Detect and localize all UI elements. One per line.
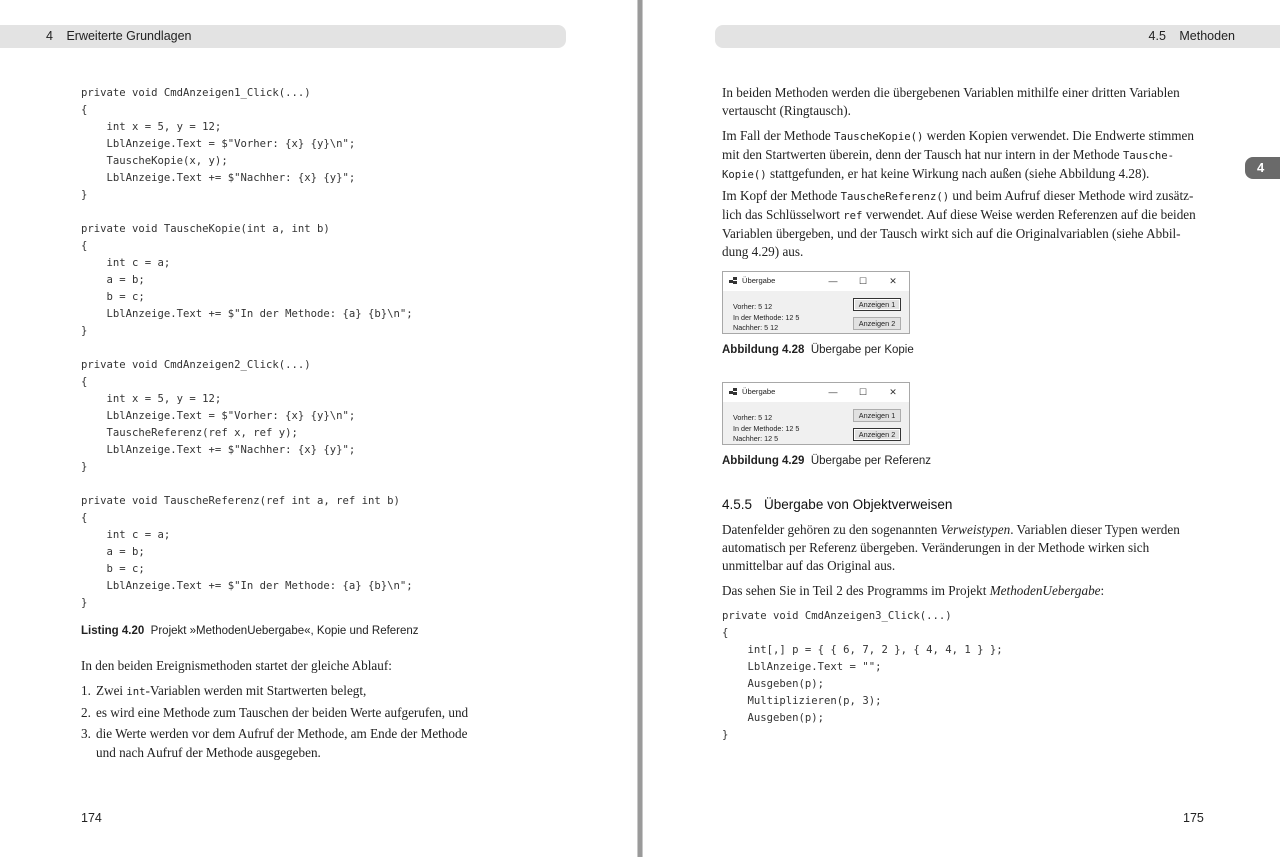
code-line: LblAnzeige.Text += $"In der Methode: {a} {b}\n"; [81,580,413,592]
window-uebergabe-referenz [722,382,910,445]
paragraph-1: In beiden Methoden werden die übergebenen Variablen mithilfe einer dritten Variablen vertauscht (Ringtausch). [722,85,1180,118]
right-page [642,0,1280,857]
maximize-icon[interactable]: ☐ [858,276,868,286]
paragraph-5: Das sehen Sie in Teil 2 des Programms im Projekt MethodenUebergabe: [722,583,1105,598]
minimize-icon[interactable]: — [828,276,838,286]
code-line: } [81,461,88,473]
code-line: b = c; [81,291,145,303]
paragraph-2: Im Fall der Methode TauscheKopie() werden Kopien verwendet. Die Endwerte stimmen mit den Startwerten überein, denn der Tausch hat nur intern in der Methode Tausche- Kopie() stattgefunden, er hat keine Wirkung nach außen (siehe Abbildung 4.28). [722,128,1194,181]
code-line: b = c; [81,563,145,575]
code-line: int[,] p = { { 6, 7, 2 }, { 4, 4, 1 } }; [722,644,1003,656]
listing-caption-text: Projekt »MethodenUebergabe«, Kopie und Referenz [150,625,419,637]
code-line: Multiplizieren(p, 3); [722,695,882,707]
close-icon[interactable]: ✕ [889,276,897,286]
code-line: int x = 5, y = 12; [81,393,222,405]
window-uebergabe-kopie [722,271,910,334]
anzeigen-1-button[interactable]: Anzeigen 1 [853,409,901,422]
code-line: private void CmdAnzeigen2_Click(...) [81,359,311,371]
code-line: private void CmdAnzeigen3_Click(...) [722,610,952,622]
code-line: private void TauscheReferenz(ref int a, ref int b) [81,495,400,507]
listing-caption-label: Listing 4.20 [81,625,145,637]
code-line: LblAnzeige.Text = $"Vorher: {x} {y}\n"; [81,138,356,150]
code-line: TauscheReferenz(ref x, ref y); [81,427,298,439]
section-number: 4.5 [1148,29,1166,43]
code-line: Ausgeben(p); [722,712,825,724]
code-line: TauscheKopie(x, y); [81,155,228,167]
code-line: Ausgeben(p); [722,678,825,690]
code-line: LblAnzeige.Text += $"In der Methode: {a} {b}\n"; [81,308,413,320]
figure-caption-4-29: Abbildung 4.29 Übergabe per Referenz [722,455,931,467]
code-line: { [81,240,88,252]
chapter-title: Erweiterte Grundlagen [66,29,192,43]
paragraph-4: Datenfelder gehören zu den sogenannten Verweistypen. Variablen dieser Typen werden automatisch per Referenz übergeben. Veränderungen in der Methode wirken sich unmittelbar auf das Original aus. [722,522,1180,573]
code-line: int c = a; [81,529,171,541]
code-line: int x = 5, y = 12; [81,121,222,133]
code-line: } [81,325,88,337]
section-heading: 4.5.5 Übergabe von Objektverweisen [722,497,953,512]
left-page: 4 Erweiterte Grundlagen private void CmdAnzeigen1_Click(...) { int x = 5, y = 12; LblAnzeige.Text = $"Vorher: {x} {y}\n"; TauscheKopie(x, y); LblAnzeige.Text += $"Nachher: {x} {y}"; } private void TauscheKopie(int a, int b) { int c = a; a = b; b = c; LblAnzeige.Text += $"In der Methode: {a} {b}\n"; } private void CmdAnzeigen2_Click(...) { int x = 5, y = 12; LblAnzeige.Text = $"Vorher: {x} {y}\n"; TauscheReferenz(ref x, ref y); LblAnzeige.Text += $"Nachher: {x} {y}"; } private void TauscheReferenz(ref int a, ref int b) { int c = a; a = b; b = c; LblAnzeige.Text += $"In der Methode: {a} {b}\n"; } Listing 4.20 Projekt »MethodenUebergabe«, Kopie und Referenz In den beiden Ereignismethoden startet der gleiche Ablauf: 1. Zwei int-Variablen werden mit Startwerten belegt, 2. es wird eine Methode zum Tauschen der beiden Werte aufgerufen, und 3. die Werte werden vor dem Aufruf der Methode, am Ende der Methode und nach Aufruf der Methode ausgegeben. 174 [0,0,638,857]
window-title-bar [723,272,909,291]
anzeigen-1-button[interactable]: Anzeigen 1 [853,298,901,311]
figure-caption-4-28: Abbildung 4.28 Übergabe per Kopie [722,344,914,356]
listing-caption [81,625,419,637]
output-label: Vorher: 5 12 In der Methode: 12 5 Nachher: 5 12 [733,302,800,332]
code-line: } [81,189,88,201]
intro-paragraph: In den beiden Ereignismethoden startet der gleiche Ablauf: [81,658,392,673]
code-line: { [81,104,88,116]
app-icon [729,388,738,396]
window-title: Übergabe [742,276,776,285]
code-line: a = b; [81,274,145,286]
code-line: { [722,627,729,639]
code-line: private void CmdAnzeigen1_Click(...) [81,87,311,99]
code-line: LblAnzeige.Text += $"Nachher: {x} {y}"; [81,444,356,456]
window-title: Übergabe [742,387,776,396]
chapter-thumb-tab: 4 [1245,157,1280,179]
code-line: int c = a; [81,257,171,269]
chapter-number: 4 [46,29,53,43]
code-line: } [722,729,729,741]
minimize-icon[interactable]: — [828,387,838,397]
code-line: LblAnzeige.Text = ""; [722,661,882,673]
code-line: LblAnzeige.Text += $"Nachher: {x} {y}"; [81,172,356,184]
running-header-right [715,25,1280,48]
output-label: Vorher: 5 12 In der Methode: 12 5 Nachher: 12 5 [733,413,800,443]
section-title: Methoden [1179,29,1235,43]
page-number-right: 175 [1183,811,1204,825]
maximize-icon[interactable]: ☐ [858,387,868,397]
app-icon [729,277,738,285]
paragraph-3: Im Kopf der Methode TauscheReferenz() und beim Aufruf dieser Methode wird zusätz- lich das Schlüsselwort ref verwendet. Auf diese Weise werden Referenzen auf die beiden Variablen übergeben, und der Tausch wirkt sich auf die Originalvariablen (siehe Abbil- dung 4.29) aus. [722,188,1196,259]
close-icon[interactable]: ✕ [889,387,897,397]
code-line: { [81,512,88,524]
code-line: LblAnzeige.Text = $"Vorher: {x} {y}\n"; [81,410,356,422]
page-number-left: 174 [81,811,102,825]
running-header-left [0,25,566,48]
code-line: private void TauscheKopie(int a, int b) [81,223,330,235]
window-title-bar [723,383,909,402]
code-line: a = b; [81,546,145,558]
anzeigen-2-button[interactable]: Anzeigen 2 [853,428,901,441]
code-line: { [81,376,88,388]
anzeigen-2-button[interactable]: Anzeigen 2 [853,317,901,330]
code-line: } [81,597,88,609]
